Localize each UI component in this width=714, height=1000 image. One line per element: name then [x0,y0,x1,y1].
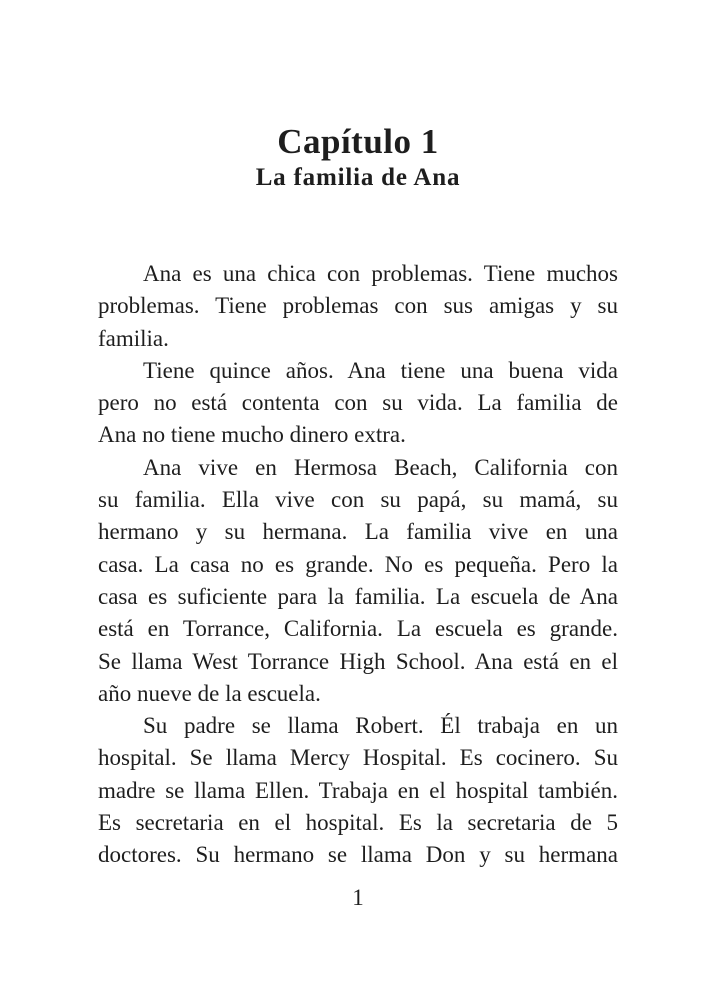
text-line: hermano y su hermana. La familia vive en una [98,519,618,545]
text-line: doctores. Su hermano se llama Don y su hermana [98,842,618,868]
text-line: familia. [98,325,169,351]
text-line: su familia. Ella vive con su papá, su mamá, su [98,487,618,513]
text-line: Su padre se llama Robert. Él trabaja en un [143,713,618,739]
text-line: casa es suficiente para la familia. La escuela de Ana [98,583,618,609]
chapter-subtitle: La familia de Ana [255,164,461,191]
paragraph [98,710,618,871]
text-line: hospital. Se llama Mercy Hospital. Es cocinero. Su [98,745,618,771]
text-line: está en Torrance, California. La escuela es grande. [98,616,618,642]
page-number: 1 [352,885,364,910]
text-line: Es secretaria en el hospital. Es la secretaria de 5 [98,810,618,836]
text-line: Se llama West Torrance High School. Ana está en el [98,648,618,674]
text-line: Ana vive en Hermosa Beach, California con [143,454,618,480]
paragraph [98,258,618,355]
text-line: año nueve de la escuela. [98,680,321,706]
paragraph [98,452,618,710]
paragraph [98,355,618,452]
text-line: madre se llama Ellen. Trabaja en el hospital también. [98,777,618,803]
text-line: Ana es una chica con problemas. Tiene muchos [143,261,618,286]
page-body [98,258,618,872]
text-line: Tiene quince años. Ana tiene una buena vida [143,357,618,383]
text-line: problemas. Tiene problemas con sus amigas y su [98,293,618,319]
text-line: casa. La casa no es grande. No es pequeña. Pero la [98,551,618,577]
chapter-title: Capítulo 1 [277,122,439,161]
text-line: pero no está contenta con su vida. La familia de [98,390,618,416]
text-line: Ana no tiene mucho dinero extra. [98,422,406,448]
